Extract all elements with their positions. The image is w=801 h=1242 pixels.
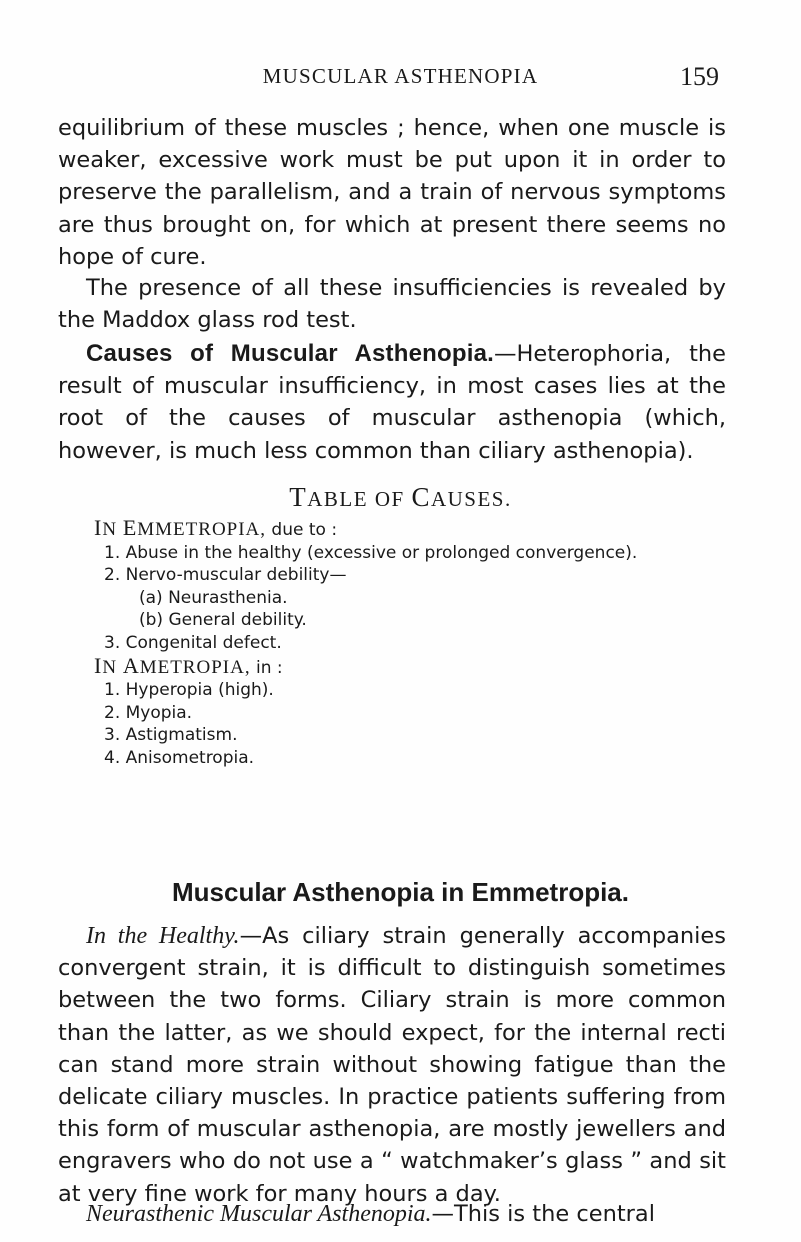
group-ametropia: IN AMETROPIA, in :: [94, 652, 283, 678]
paragraph-neurasthenic: [58, 1198, 726, 1230]
paragraph-causes: [58, 338, 726, 467]
list-item: 3. Astigmatism.: [104, 725, 238, 746]
causes-heading: Causes of Muscular Asthenopia.: [86, 340, 494, 367]
list-item: 1. Abuse in the healthy (excessive or prolonged convergence).: [104, 542, 638, 563]
list-item: 2. Myopia.: [104, 702, 193, 723]
paragraph-continuation: equilibrium of these muscles ; hence, when one muscle is weaker, excessive work must be put upon it in order to preserve the parallelism, and a train of nervous symptoms are thus brought on, for which at present there seems no hope of cure.: [58, 115, 726, 270]
list-item: 1. Hyperopia (high).: [104, 680, 274, 701]
running-head: [0, 62, 801, 92]
running-title: MUSCULAR ASTHENOPIA: [262, 64, 539, 88]
list-subitem: (a) Neurasthenia.: [139, 587, 288, 608]
paragraph-maddox-text: The presence of all these insufficiencies is revealed by the Maddox glass rod test.: [58, 275, 726, 334]
causes-list: [94, 517, 637, 770]
paragraph-maddox-test: [58, 272, 726, 336]
list-item: 3. Congenital defect.: [104, 632, 282, 653]
neurasthenic-body: —This is the central: [431, 1201, 655, 1227]
causes-body: —Heterophoria, the result of muscular insufficiency, in most cases lies at the root of the causes of muscular asthenopia (which, however, is much less common than ciliary asthenopia).: [58, 341, 726, 464]
list-item: 4. Anisometropia.: [104, 747, 255, 768]
healthy-body: —As ciliary strain generally accompanies convergent strain, it is difficult to distinguish sometimes between the two forms. Ciliary strain is more common than the latter, as we should expect, for the internal recti can stand more strain without showing fatigue than the delicate ciliary muscles. In practice patients suffering from this form of muscular asthenopia, are mostly jewellers and engravers who do not use a “ watchmaker’s glass ” and sit at very fine work for many hours a day.: [58, 923, 726, 1207]
healthy-lead: In the Healthy.: [86, 923, 240, 949]
list-subitem: (b) General debility.: [139, 610, 307, 631]
page-number: 159: [680, 62, 719, 91]
group-emmetropia: IN EMMETROPIA, due to :: [94, 515, 338, 540]
paragraph-healthy: [58, 920, 726, 1210]
neurasthenic-lead: Neurasthenic Muscular Asthenopia.: [86, 1201, 432, 1227]
list-item: 2. Nervo-muscular debility—: [104, 565, 347, 586]
section-heading: Muscular Asthenopia in Emmetropia.: [171, 877, 629, 907]
table-title: TABLE OF CAUSES.: [289, 482, 512, 512]
